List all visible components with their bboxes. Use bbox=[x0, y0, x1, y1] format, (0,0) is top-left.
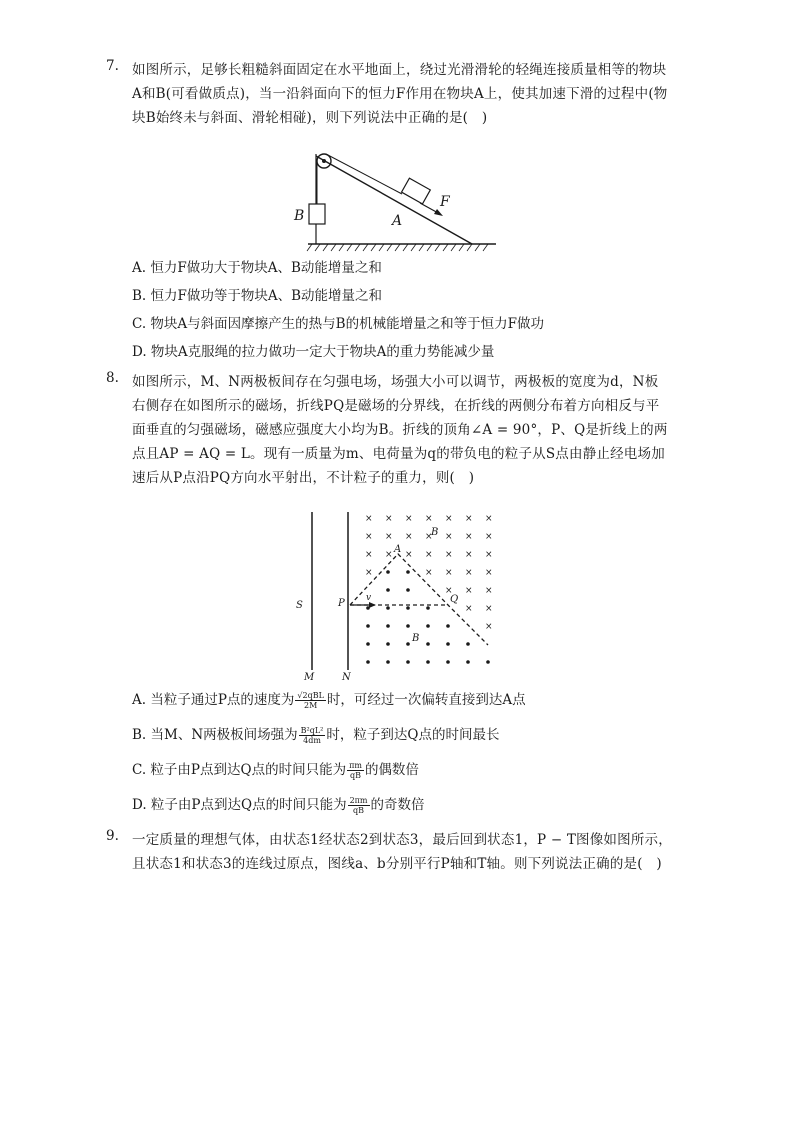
field-cross-mark: × bbox=[405, 514, 413, 524]
question-stem: 如图所示，足够长粗糙斜面固定在水平地面上，绕过光滑滑轮的轻绳连接质量相等的物块A和B(可看做质点)，当一沿斜面向下的恒力F作用在物块A上，使其加速下滑的过程中(物块B始终未与斜面、滑轮相碰)，则下列说法中正确的是( ) bbox=[132, 62, 668, 126]
option-b[interactable]: B. 当M、N两极板间场强为 $\frac{\text{B²qL²}}{4dm}$ 时，粒子到达Q点的时间最长 bbox=[132, 726, 500, 745]
incline-pulley-figure bbox=[294, 148, 500, 256]
question-number: 7. bbox=[106, 58, 119, 74]
field-dot-mark bbox=[386, 570, 390, 574]
option-c[interactable]: C. 粒子由P点到达Q点的时间只能为 $\frac{\pi m}{qB}$ 的偶数倍 bbox=[132, 761, 419, 780]
field-dot-mark bbox=[486, 660, 490, 664]
field-dot-mark bbox=[366, 624, 370, 628]
magnetic-field-figure bbox=[292, 508, 502, 683]
field-dot-mark bbox=[406, 606, 410, 610]
field-cross-mark: × bbox=[485, 586, 493, 596]
fraction: $\frac{\text{√2qBL}}{2M}$ bbox=[297, 691, 324, 710]
fraction: $\frac{\pi m}{qB}$ bbox=[349, 761, 362, 780]
field-cross-mark: × bbox=[465, 568, 473, 578]
block-b-label: B bbox=[294, 208, 305, 224]
field-cross-mark: × bbox=[485, 568, 493, 578]
field-dot-mark bbox=[446, 642, 450, 646]
field-dot-mark bbox=[426, 624, 430, 628]
field-dot-mark bbox=[426, 642, 430, 646]
field-cross-mark: × bbox=[465, 550, 473, 560]
point-p-label: P bbox=[338, 598, 345, 609]
field-cross-mark: × bbox=[365, 568, 373, 578]
field-b-top-label: B bbox=[431, 527, 439, 538]
force-label: F bbox=[440, 194, 450, 210]
question-8 bbox=[106, 370, 672, 490]
field-cross-mark: × bbox=[485, 550, 493, 560]
field-dot-mark bbox=[466, 642, 470, 646]
field-dot-mark bbox=[406, 570, 410, 574]
question-stem: 一定质量的理想气体，由状态1经状态2到状态3，最后回到状态1，P − T图像如图所示，且状态1和状态3的连线过原点，图线a、b分别平行P轴和T轴。则下列说法正确的是( ) bbox=[132, 832, 672, 872]
point-s-label: S bbox=[296, 600, 303, 611]
field-cross-mark: × bbox=[405, 532, 413, 542]
field-cross-mark: × bbox=[425, 532, 433, 542]
field-dot-mark bbox=[386, 606, 390, 610]
field-dot-mark bbox=[446, 660, 450, 664]
field-cross-mark: × bbox=[365, 550, 373, 560]
field-dot-mark bbox=[446, 624, 450, 628]
plate-n-label: N bbox=[342, 672, 351, 683]
option-d[interactable]: D. 物块A克服绳的拉力做功一定大于物块A的重力势能减少量 bbox=[132, 344, 495, 360]
point-q-label: Q bbox=[450, 594, 459, 605]
field-cross-mark: × bbox=[425, 514, 433, 524]
field-cross-mark: × bbox=[465, 586, 473, 596]
field-cross-mark: × bbox=[485, 532, 493, 542]
question-number: 9. bbox=[106, 828, 119, 844]
plate-m-label: M bbox=[304, 672, 315, 683]
option-d[interactable]: D. 粒子由P点到达Q点的时间只能为 $\frac{2\pi m}{qB}$ 的奇数倍 bbox=[132, 796, 425, 815]
field-cross-mark: × bbox=[365, 532, 373, 542]
field-dot-mark bbox=[426, 606, 430, 610]
question-stem: 如图所示，M、N两极板间存在匀强电场，场强大小可以调节，两极板的宽度为d，N板右侧存在如图所示的磁场，折线PQ是磁场的分界线，在折线的两侧分布着方向相反与平面垂直的匀强磁场，磁感应强度大小均为B。折线的顶角∠A = 90°，P、Q是折线上的两点且AP = AQ = L。现有一质量为m、电荷量为q的带负电的粒子从S点由静止经电场加速后从P点沿PQ方向水平射出，不计粒子的重力，则( ) bbox=[132, 374, 668, 486]
field-dot-mark bbox=[406, 588, 410, 592]
field-dot-mark bbox=[466, 660, 470, 664]
option-c[interactable]: C. 物块A与斜面因摩擦产生的热与B的机械能增量之和等于恒力F做功 bbox=[132, 316, 544, 332]
question-number: 8. bbox=[106, 370, 119, 386]
option-a[interactable]: A. 当粒子通过P点的速度为 $\frac{\text{√2qBL}}{2M}$ 时，可经过一次偏转直接到达A点 bbox=[132, 691, 526, 710]
question-9 bbox=[106, 828, 672, 876]
field-dot-mark bbox=[386, 642, 390, 646]
fraction: $\frac{\text{B²qL²}}{4dm}$ bbox=[300, 726, 324, 745]
option-a[interactable]: A. 恒力F做功大于物块A、B动能增量之和 bbox=[132, 260, 382, 276]
field-into-page-marks bbox=[365, 514, 493, 632]
block-a-label: A bbox=[392, 213, 403, 229]
field-dot-mark bbox=[386, 588, 390, 592]
velocity-label: v bbox=[366, 593, 372, 603]
field-cross-mark: × bbox=[485, 514, 493, 524]
field-cross-mark: × bbox=[405, 550, 413, 560]
question-7 bbox=[106, 58, 672, 130]
fraction: $\frac{2\pi m}{qB}$ bbox=[349, 796, 368, 815]
field-dot-mark bbox=[406, 660, 410, 664]
field-cross-mark: × bbox=[445, 532, 453, 542]
field-cross-mark: × bbox=[385, 532, 393, 542]
field-dot-mark bbox=[386, 624, 390, 628]
field-cross-mark: × bbox=[445, 550, 453, 560]
field-cross-mark: × bbox=[365, 514, 373, 524]
block-b bbox=[309, 204, 325, 224]
field-cross-mark: × bbox=[445, 568, 453, 578]
field-cross-mark: × bbox=[425, 550, 433, 560]
block-a bbox=[402, 178, 431, 204]
field-dot-mark bbox=[366, 660, 370, 664]
field-dot-mark bbox=[386, 660, 390, 664]
field-dot-mark bbox=[426, 660, 430, 664]
field-dot-mark bbox=[406, 642, 410, 646]
field-cross-mark: × bbox=[445, 514, 453, 524]
field-dot-mark bbox=[366, 642, 370, 646]
field-cross-mark: × bbox=[465, 604, 473, 614]
field-cross-mark: × bbox=[485, 622, 493, 632]
field-cross-mark: × bbox=[385, 550, 393, 560]
field-cross-mark: × bbox=[445, 586, 453, 596]
option-b[interactable]: B. 恒力F做功等于物块A、B动能增量之和 bbox=[132, 288, 383, 304]
field-cross-mark: × bbox=[485, 604, 493, 614]
field-cross-mark: × bbox=[425, 568, 433, 578]
field-cross-mark: × bbox=[465, 532, 473, 542]
field-cross-mark: × bbox=[385, 514, 393, 524]
field-dot-mark bbox=[406, 624, 410, 628]
field-cross-mark: × bbox=[465, 514, 473, 524]
point-a-label: A bbox=[394, 544, 402, 555]
field-b-bottom-label: B bbox=[412, 633, 420, 644]
